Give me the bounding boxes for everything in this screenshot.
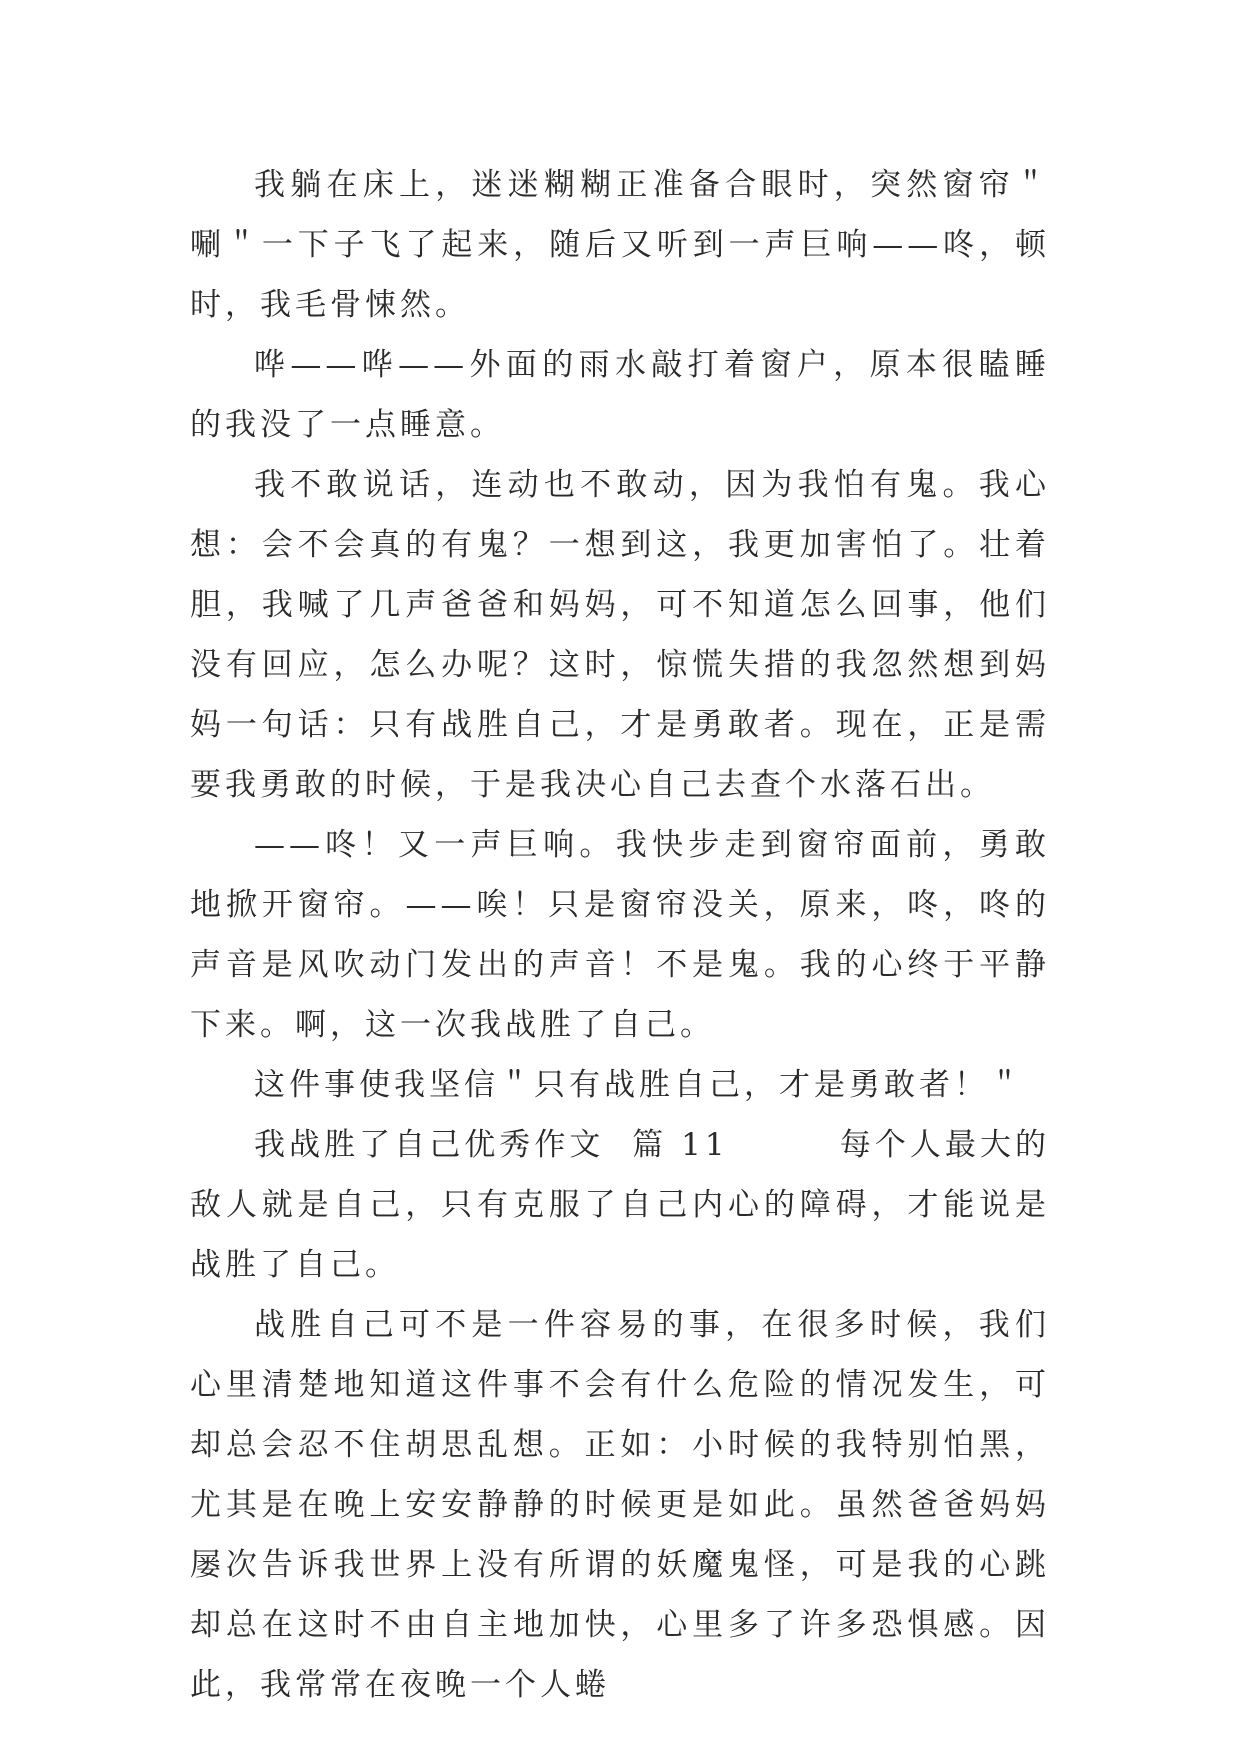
paragraph-5: 这件事使我坚信＂只有战胜自己，才是勇敢者！＂ [254, 1067, 1024, 1103]
paragraph-2: 哗——哗——外面的雨水敲打着窗户，原本很瞌睡的我没了一点睡意。 [190, 347, 1050, 443]
paragraph-4: ——咚！又一声巨响。我快步走到窗帘面前，勇敢地掀开窗帘。——唉！只是窗帘没关，原来，咚，咚的声音是风吹动门发出的声音！不是鬼。我的心终于平静下来。啊，这一次我战胜了自己。 [190, 827, 1050, 1043]
article-body [190, 155, 1050, 1715]
paragraph-6: 我战胜了自己优秀作文 篇 11 每个人最大的敌人就是自己，只有克服了自己内心的障碍，才能说是战胜了自己。 [190, 1127, 1050, 1283]
paragraph-3: 我不敢说话，连动也不敢动，因为我怕有鬼。我心想：会不会真的有鬼？一想到这，我更加害怕了。壮着胆，我喊了几声爸爸和妈妈，可不知道怎么回事，他们没有回应，怎么办呢？这时，惊慌失措的我忽然想到妈妈一句话：只有战胜自己，才是勇敢者。现在，正是需要我勇敢的时候，于是我决心自己去查个水落石出。 [190, 467, 1050, 803]
paragraph-1: 我躺在床上，迷迷糊糊正准备合眼时，突然窗帘＂唰＂一下子飞了起来，随后又听到一声巨响——咚，顿时，我毛骨悚然。 [190, 167, 1050, 323]
paragraph-7: 战胜自己可不是一件容易的事，在很多时候，我们心里清楚地知道这件事不会有什么危险的情况发生，可却总会忍不住胡思乱想。正如：小时候的我特别怕黑，尤其是在晚上安安静静的时候更是如此。虽然爸爸妈妈屡次告诉我世界上没有所谓的妖魔鬼怪，可是我的心跳却总在这时不由自主地加快，心里多了许多恐惧感。因此，我常常在夜晚一个人蜷 [190, 1307, 1050, 1703]
